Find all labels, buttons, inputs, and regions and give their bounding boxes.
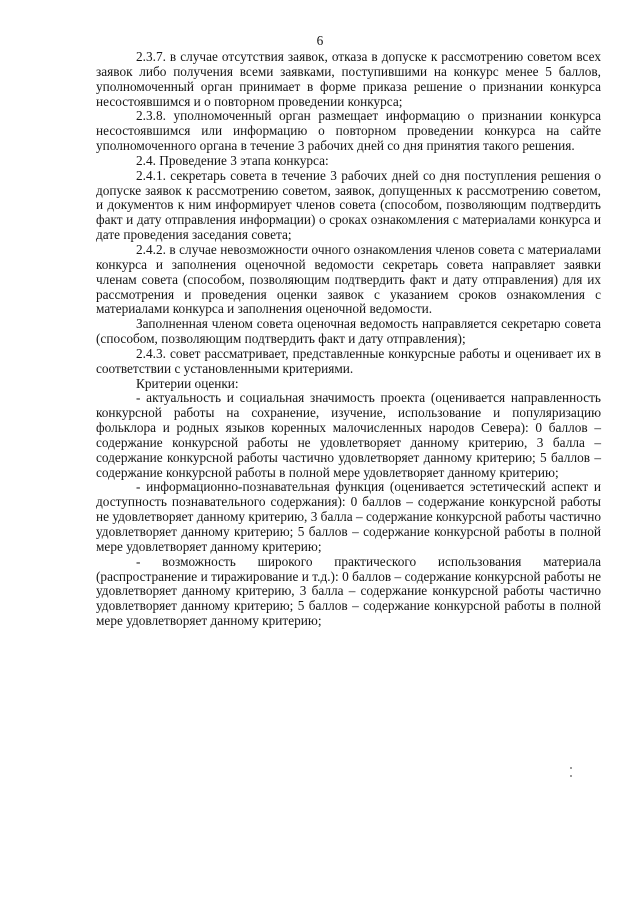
document-body bbox=[96, 50, 601, 629]
page-number: 6 bbox=[316, 33, 324, 48]
criterion-informational-function: - информационно-познавательная функция (оценивается эстетический аспект и доступность познавательного содержания): 0 баллов – содержание конкурсной работы не удовлетворяет данному критерию, 3 балла – содержание конкурсной работы частично удовлетворяет данному критерию; 5 баллов – содержание конкурсной работы в полной мере удовлетворяет данному критерию; bbox=[96, 479, 601, 554]
paragraph-2-3-8: 2.3.8. уполномоченный орган размещает информацию о признании конкурса несостоявшимся или информацию о повторном проведении конкурса на сайте уполномоченного органа в течение 3 рабочих дней со дня принятия такого решения. bbox=[96, 108, 601, 154]
section-heading-2-4: 2.4. Проведение 3 этапа конкурса: bbox=[136, 152, 329, 168]
criterion-relevance: - актуальность и социальная значимость проекта (оценивается направленность конкурсной работы на сохранение, изучение, использование и популяризацию фольклора и родных языков коренных малочисленных народов Севера): 0 баллов – содержание конкурсной работы не удовлетворяет данному критерию, 3 балла – содержание конкурсной работы частично удовлетворяет данному критерию; 5 баллов – содержание конкурсной работы в полной мере удовлетворяет данному критерию; bbox=[96, 390, 601, 480]
paragraph-2-4-2: 2.4.2. в случае невозможности очного ознакомления членов совета с материалами конкурса и заполнения оценочной ведомости секретарь совета направляет заявки членам совета (способом, позволяющим подтвердить факт и дату отправления) для их рассмотрения и проведения оценки заявок с указанием сроков ознакомления с материалами конкурса и заполнения оценочной ведомости. bbox=[96, 241, 601, 317]
paragraph-2-3-7: 2.3.7. в случае отсутствия заявок, отказа в допуске к рассмотрению советом всех заявок либо получения всеми заявками, поступившими на конкурс менее 5 баллов, уполномоченный орган принимает в форме приказа решение о признании конкурса несостоявшимся и о повторном проведении конкурса; bbox=[96, 49, 601, 109]
criterion-practical-use: - возможность широкого практического использования материала (распространение и тиражирование и т.д.): 0 баллов – содержание конкурсной работы не удовлетворяет данному критерию, 3 балла – содержание конкурсной работы частично удовлетворяет данному критерию; 5 баллов – содержание конкурсной работы в полной мере удовлетворяет данному критерию; bbox=[96, 553, 601, 629]
paragraph-2-4-1: 2.4.1. секретарь совета в течение 3 рабочих дней со дня поступления решения о допуске заявок к рассмотрению советом, заявок, допущенных к рассмотрению советом, и документов к ним информирует членов совета (способом, позволяющим подтвердить факт и дату отправления информации) о сроках ознакомления с материалами конкурса и дате проведения заседания совета; bbox=[96, 167, 601, 243]
scan-artifact bbox=[570, 775, 572, 777]
criteria-heading: Критерии оценки: bbox=[136, 375, 239, 391]
scan-artifact bbox=[570, 767, 572, 769]
paragraph-evaluation-sheet: Заполненная членом совета оценочная ведомость направляется секретарю совета (способом, позволяющим подтвердить факт и дату отправления); bbox=[96, 316, 601, 347]
paragraph-2-4-3: 2.4.3. совет рассматривает, представленные конкурсные работы и оценивает их в соответствии с установленными критериями. bbox=[96, 345, 601, 376]
